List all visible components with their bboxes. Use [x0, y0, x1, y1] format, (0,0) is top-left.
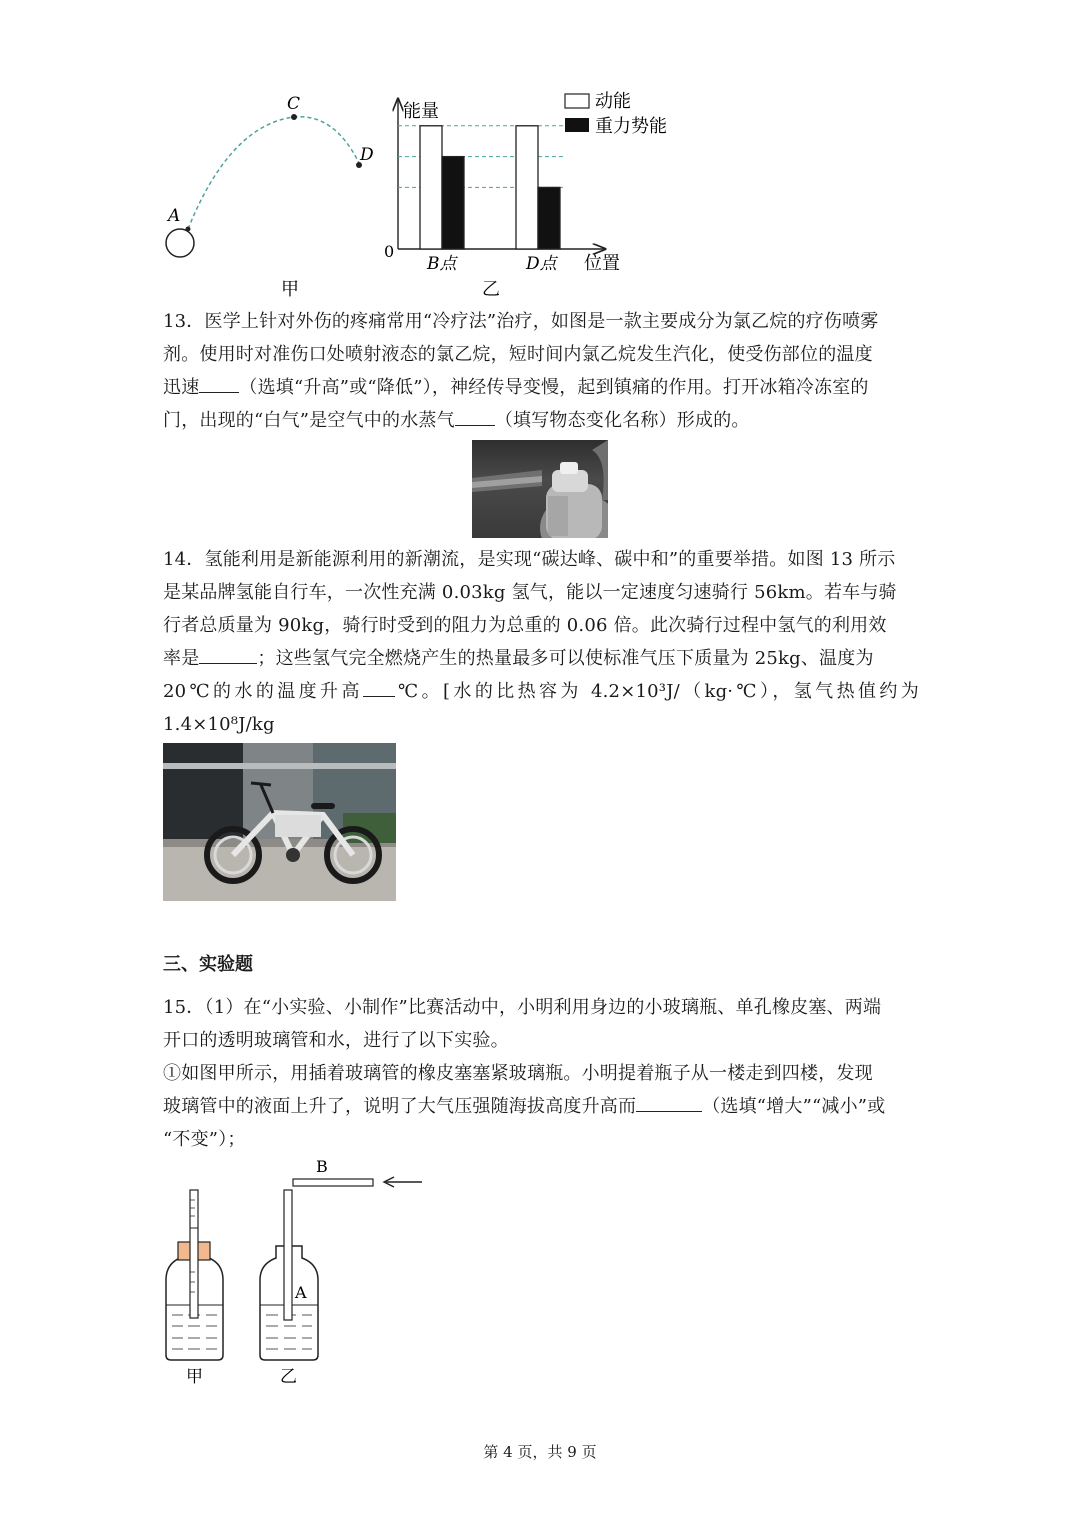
- q13-line-4-end: （填写物态变化名称）形成的。: [494, 410, 750, 431]
- figure-15-jia-label: 甲: [186, 1367, 203, 1387]
- horizontal-tube-b: [293, 1179, 373, 1186]
- x-axis-label: 位置: [584, 253, 620, 274]
- figure-15-yi-label: 乙: [280, 1367, 297, 1387]
- q15-line-2: 开口的透明玻璃管和水，进行了以下实验。: [163, 1030, 509, 1051]
- page-footer: 第 4 页，共 9 页: [483, 1443, 597, 1461]
- point-a-label: A: [168, 206, 181, 226]
- label-a: A: [295, 1283, 307, 1302]
- q14-blank-2[interactable]: [363, 678, 395, 697]
- spray-photo: [472, 440, 608, 538]
- point-d-label: D: [360, 145, 374, 165]
- figure-jia-caption: 甲: [281, 279, 299, 300]
- spray-photo-drawing: [472, 440, 608, 538]
- question-13: [163, 305, 919, 437]
- glass-tube-yi: [284, 1190, 292, 1320]
- figure-yi-caption: 乙: [482, 279, 500, 300]
- point-a-dot: [186, 227, 191, 232]
- bar-potential-d: [538, 187, 560, 249]
- bottle-yi: [260, 1177, 422, 1360]
- hydrogen-bicycle-photo: [163, 743, 396, 901]
- section-3-title: 三、实验题: [163, 954, 253, 975]
- point-c-dot: [291, 114, 297, 120]
- label-b: B: [316, 1157, 328, 1176]
- q15-line-5: “不变”）；: [163, 1129, 246, 1150]
- q15-blank-1[interactable]: [636, 1093, 702, 1112]
- bar-kinetic-b: [420, 126, 442, 249]
- origin-label: 0: [384, 242, 395, 261]
- bottle-experiment-figure: [150, 1150, 440, 1395]
- category-label-d: D点: [526, 254, 557, 274]
- glass-tube-jia: [190, 1190, 198, 1318]
- legend-kinetic-swatch: [565, 94, 589, 108]
- y-axis-label: 能量: [403, 101, 439, 122]
- q14-line-5: [163, 675, 919, 741]
- bar-potential-b: [442, 157, 464, 249]
- q14-line-5-start: 20℃的水的温度升高: [163, 681, 363, 702]
- q15-line-3: ①如图甲所示，用插着玻璃管的橡皮塞塞紧玻璃瓶。小明提着瓶子从一楼走到四楼，发现: [163, 1063, 873, 1084]
- q14-line-3: 行者总质量为 90kg，骑行时受到的阻力为总重的 0.06 倍。此次骑行过程中氢气的利用效: [163, 615, 887, 636]
- q13-line-2: 剂。使用时对准伤口处喷射液态的氯乙烷，短时间内氯乙烷发生汽化，使受伤部位的温度: [163, 344, 873, 365]
- q13-blank-1[interactable]: [199, 374, 239, 393]
- bicycle-photo-drawing: [163, 743, 396, 901]
- bottle-jia: [166, 1190, 223, 1360]
- q13-line-3-end: （选填“升高”或“降低”），神经传导变慢，起到镇痛的作用。打开冰箱冷冻室的: [239, 377, 869, 398]
- q15-line-4-end: （选填“增大”“减小”或: [702, 1096, 886, 1117]
- legend-potential-label: 重力势能: [595, 116, 667, 137]
- q13-line-1: 13．医学上针对外伤的疼痛常用“冷疗法”治疗，如图是一款主要成分为氯乙烷的疗伤喷雾: [163, 311, 879, 332]
- legend-potential-swatch: [565, 118, 589, 132]
- trajectory-curve: [188, 117, 360, 229]
- q14-line-5-end: ℃。[水的比热容为 4.2×10³J/（kg·℃），氢气热值约为 1.4×10⁸J/kg: [163, 681, 919, 735]
- q13-line-4: [163, 404, 919, 437]
- q13-line-3-start: 迅速: [163, 377, 200, 398]
- question-15: [163, 991, 919, 1156]
- question-14: [163, 543, 919, 774]
- ball: [166, 229, 194, 257]
- legend-kinetic-label: 动能: [595, 91, 631, 112]
- q13-blank-2[interactable]: [455, 407, 495, 426]
- point-c-label: C: [287, 94, 301, 114]
- q15-line-1: 15．（1）在“小实验、小制作”比赛活动中，小明利用身边的小玻璃瓶、单孔橡皮塞、两端: [163, 997, 882, 1018]
- q13-line-3: [163, 371, 919, 404]
- q14-line-4: [163, 642, 919, 675]
- trajectory-figure: [150, 85, 390, 305]
- bar-kinetic-d: [516, 126, 538, 249]
- q14-blank-1[interactable]: [199, 645, 257, 664]
- energy-bar-chart: [370, 85, 690, 305]
- q14-line-4-end: ；这些氢气完全燃烧产生的热量最多可以使标准气压下质量为 25kg、温度为: [257, 648, 874, 669]
- q13-line-4-start: 门，出现的“白气”是空气中的水蒸气: [163, 410, 455, 431]
- q14-line-2: 是某品牌氢能自行车，一次性充满 0.03kg 氢气，能以一定速度匀速骑行 56km。若车与骑: [163, 582, 897, 603]
- q14-line-1: 14．氢能利用是新能源利用的新潮流，是实现“碳达峰、碳中和”的重要举措。如图 13 所示: [163, 549, 896, 570]
- q15-line-4: [163, 1090, 919, 1123]
- q15-line-4-start: 玻璃管中的液面上升了，说明了大气压强随海拔高度升高而: [163, 1096, 637, 1117]
- q14-line-4-start: 率是: [163, 648, 200, 669]
- category-label-b: B点: [427, 254, 457, 274]
